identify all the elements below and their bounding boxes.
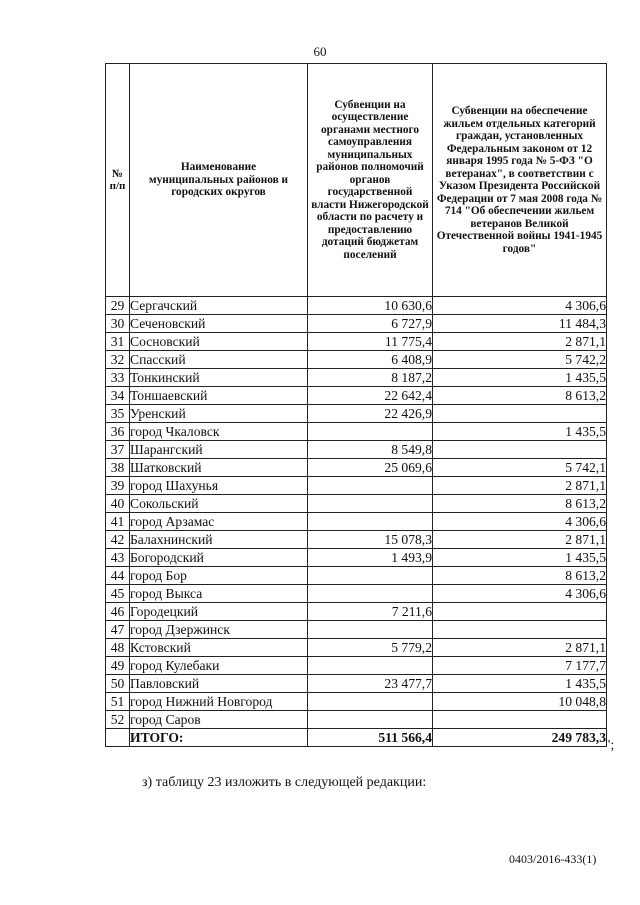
row-name: город Саров: [130, 711, 308, 729]
row-col2: 11 484,3: [433, 315, 607, 333]
row-number: 50: [106, 675, 130, 693]
row-col1: 6 408,9: [308, 351, 433, 369]
row-name: Богородский: [130, 549, 308, 567]
row-col1: 22 426,9: [308, 405, 433, 423]
header-name: Наименование муниципальных районов и городских округов: [130, 64, 308, 297]
table-row: [106, 387, 607, 405]
row-col2: 1 435,5: [433, 675, 607, 693]
row-name: Сокольский: [130, 495, 308, 513]
row-col2: 4 306,6: [433, 297, 607, 315]
row-col2: 1 435,5: [433, 423, 607, 441]
table-header-row: [106, 64, 607, 297]
table-row: [106, 513, 607, 531]
table-row: [106, 531, 607, 549]
row-col2: 4 306,6: [433, 513, 607, 531]
row-name: город Выкса: [130, 585, 308, 603]
row-col2: 2 871,1: [433, 333, 607, 351]
row-col1: 6 727,9: [308, 315, 433, 333]
table-row: [106, 495, 607, 513]
row-col1: [308, 711, 433, 729]
row-col2: 1 435,5: [433, 549, 607, 567]
row-col2: 2 871,1: [433, 639, 607, 657]
row-name: Спасский: [130, 351, 308, 369]
row-name: город Нижний Новгород: [130, 693, 308, 711]
row-col1: 10 630,6: [308, 297, 433, 315]
table-row: [106, 567, 607, 585]
table-row: [106, 603, 607, 621]
row-col1: 1 493,9: [308, 549, 433, 567]
table-row: [106, 621, 607, 639]
closing-quote-mark: ";: [605, 737, 615, 752]
row-col1: 15 078,3: [308, 531, 433, 549]
row-col1: [308, 513, 433, 531]
row-number: 34: [106, 387, 130, 405]
row-number: 41: [106, 513, 130, 531]
row-col1: 23 477,7: [308, 675, 433, 693]
row-name: город Шахунья: [130, 477, 308, 495]
row-col1: [308, 693, 433, 711]
row-name: Тонкинский: [130, 369, 308, 387]
table-row: [106, 549, 607, 567]
row-col1: [308, 657, 433, 675]
row-name: Шарангский: [130, 441, 308, 459]
document-code: 0403/2016-433(1): [509, 852, 597, 866]
table-row: [106, 297, 607, 315]
table-row: [106, 423, 607, 441]
table-row: [106, 639, 607, 657]
table-row: [106, 315, 607, 333]
row-col1: 5 779,2: [308, 639, 433, 657]
row-name: Тоншаевский: [130, 387, 308, 405]
total-col1: 511 566,4: [308, 729, 433, 747]
row-col1: 22 642,4: [308, 387, 433, 405]
table-row: [106, 585, 607, 603]
row-col2: [433, 621, 607, 639]
row-col1: [308, 423, 433, 441]
total-col2: 249 783,3: [433, 729, 607, 747]
total-num-cell: [106, 729, 130, 747]
row-col2: 7 177,7: [433, 657, 607, 675]
table-row: [106, 657, 607, 675]
row-name: город Чкаловск: [130, 423, 308, 441]
row-number: 45: [106, 585, 130, 603]
row-number: 33: [106, 369, 130, 387]
row-col2: 5 742,2: [433, 351, 607, 369]
row-number: 31: [106, 333, 130, 351]
table-row: [106, 441, 607, 459]
table-row: [106, 351, 607, 369]
total-row: [106, 729, 607, 747]
row-name: город Кулебаки: [130, 657, 308, 675]
row-col1: [308, 495, 433, 513]
row-name: Балахнинский: [130, 531, 308, 549]
row-number: 37: [106, 441, 130, 459]
row-number: 30: [106, 315, 130, 333]
row-name: Павловский: [130, 675, 308, 693]
row-name: город Дзержинск: [130, 621, 308, 639]
row-number: 39: [106, 477, 130, 495]
row-number: 48: [106, 639, 130, 657]
row-col2: 2 871,1: [433, 477, 607, 495]
row-col2: 10 048,8: [433, 693, 607, 711]
row-name: Сеченовский: [130, 315, 308, 333]
row-col1: [308, 585, 433, 603]
table-row: [106, 405, 607, 423]
row-number: 42: [106, 531, 130, 549]
row-col2: 4 306,6: [433, 585, 607, 603]
row-number: 44: [106, 567, 130, 585]
subventions-table: [105, 63, 607, 747]
row-col1: 8 549,8: [308, 441, 433, 459]
row-name: Сергачский: [130, 297, 308, 315]
row-name: город Арзамас: [130, 513, 308, 531]
row-col2: [433, 603, 607, 621]
row-col1: 11 775,4: [308, 333, 433, 351]
row-number: 47: [106, 621, 130, 639]
row-name: Городецкий: [130, 603, 308, 621]
row-number: 29: [106, 297, 130, 315]
row-col2: 5 742,1: [433, 459, 607, 477]
table-row: [106, 675, 607, 693]
table-row: [106, 477, 607, 495]
table-row: [106, 333, 607, 351]
row-col2: [433, 405, 607, 423]
row-col2: 2 871,1: [433, 531, 607, 549]
row-name: Кстовский: [130, 639, 308, 657]
row-name: город Бор: [130, 567, 308, 585]
row-number: 36: [106, 423, 130, 441]
table-row: [106, 459, 607, 477]
row-col1: [308, 567, 433, 585]
header-number: № п/п: [106, 64, 130, 297]
instruction-text: з) таблицу 23 изложить в следующей редакции:: [142, 775, 427, 790]
row-name: Сосновский: [130, 333, 308, 351]
row-number: 51: [106, 693, 130, 711]
row-number: 46: [106, 603, 130, 621]
header-col2: Субвенции на обеспечение жильем отдельных категорий граждан, установленных Федеральным законом от 12 января 1995 года № 5-ФЗ "О ветеранах", в соответствии с Указом Президента Российской Федерации от 7 мая 2008 года № 714 "Об обеспечении жильем ветеранов Великой Отечественной войны 1941-1945 годов": [433, 64, 607, 297]
row-number: 32: [106, 351, 130, 369]
header-col1: Субвенции на осуществление органами местного самоуправления муниципальных районов полномочий органов государственной власти Нижегородской области по расчету и предоставлению дотаций бюджетам поселений: [308, 64, 433, 297]
row-col2: 1 435,5: [433, 369, 607, 387]
row-col1: 8 187,2: [308, 369, 433, 387]
row-col1: [308, 621, 433, 639]
row-name: Шатковский: [130, 459, 308, 477]
table-row: [106, 711, 607, 729]
row-col1: [308, 477, 433, 495]
table-body: [106, 297, 607, 729]
table-row: [106, 369, 607, 387]
row-number: 40: [106, 495, 130, 513]
row-name: Уренский: [130, 405, 308, 423]
row-number: 35: [106, 405, 130, 423]
page-number: 60: [313, 44, 327, 59]
row-number: 43: [106, 549, 130, 567]
row-col2: 8 613,2: [433, 387, 607, 405]
row-number: 49: [106, 657, 130, 675]
row-col2: [433, 441, 607, 459]
row-number: 52: [106, 711, 130, 729]
row-col1: 7 211,6: [308, 603, 433, 621]
row-number: 38: [106, 459, 130, 477]
row-col2: 8 613,2: [433, 567, 607, 585]
table-row: [106, 693, 607, 711]
row-col2: [433, 711, 607, 729]
row-col1: 25 069,6: [308, 459, 433, 477]
total-label: ИТОГО:: [130, 729, 308, 747]
row-col2: 8 613,2: [433, 495, 607, 513]
